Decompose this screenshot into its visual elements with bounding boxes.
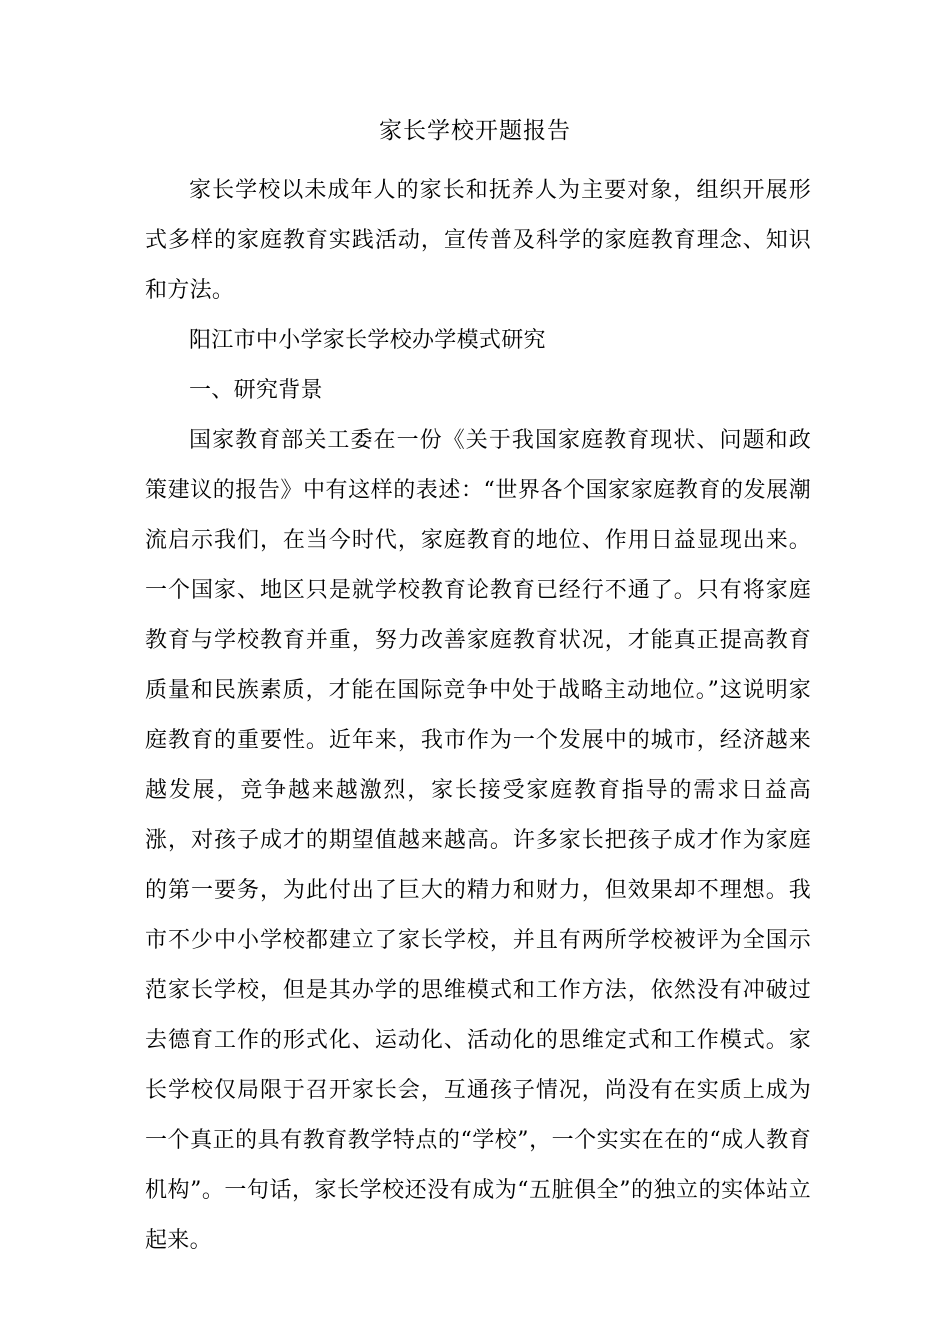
intro-paragraph: 家长学校以未成年人的家长和抚养人为主要对象，组织开展形式多样的家庭教育实践活动，宣传普及科学的家庭教育理念、知识和方法。: [145, 178, 811, 303]
page-title: 家长学校开题报告: [379, 118, 571, 144]
section-heading-background: 一、研究背景: [189, 378, 323, 403]
document-body: [145, 166, 811, 1266]
background-paragraph: 国家教育部关工委在一份《关于我国家庭教育现状、问题和政策建议的报告》中有这样的表述：“世界各个国家家庭教育的发展潮流启示我们，在当今时代，家庭教育的地位、作用日益显现出来。一个国家、地区只是就学校教育论教育已经行不通了。只有将家庭教育与学校教育并重，努力改善家庭教育状况，才能真正提高教育质量和民族素质，才能在国际竞争中处于战略主动地位。”这说明家庭教育的重要性。近年来，我市作为一个发展中的城市，经济越来越发展，竞争越来越激烈，家长接受家庭教育指导的需求日益高涨，对孩子成才的期望值越来越高。许多家长把孩子成才作为家庭的第一要务，为此付出了巨大的精力和财力，但效果却不理想。我市不少中小学校都建立了家长学校，并且有两所学校被评为全国示范家长学校，但是其办学的思维模式和工作方法，依然没有冲破过去德育工作的形式化、运动化、活动化的思维定式和工作模式。家长学校仅局限于召开家长会，互通孩子情况，尚没有在实质上成为一个真正的具有教育教学特点的“学校”，一个实实在在的“成人教育机构”。一句话，家长学校还没有成为“五脏俱全”的独立的实体站立起来。: [145, 428, 811, 1253]
research-title: 阳江市中小学家长学校办学模式研究: [189, 328, 546, 353]
